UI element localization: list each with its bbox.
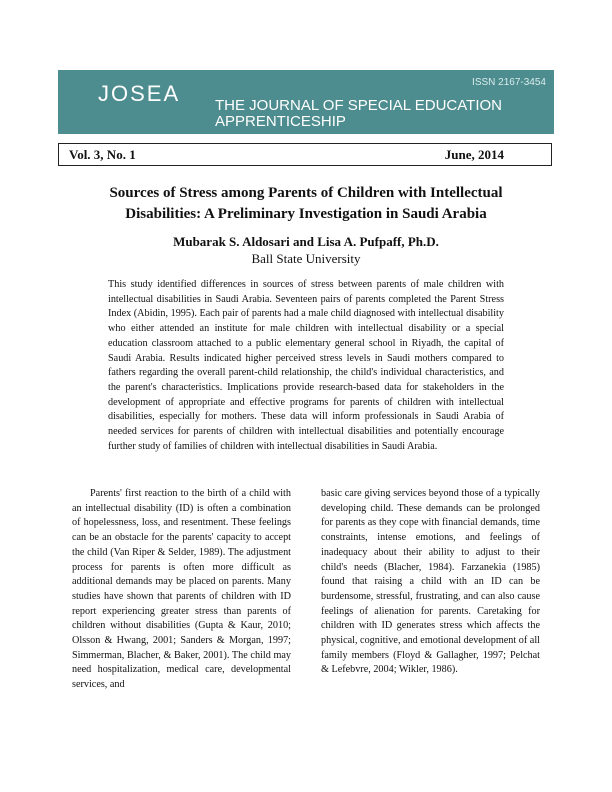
- issue-info-box: [58, 143, 552, 166]
- body-column-left: Parents' first reaction to the birth of a child with an intellectual disability (ID) is often a combination of hopelessness, loss, and resentment. These feelings can be an obstacle for the parents' capacity to accept the child (Van Riper & Selder, 1989). The adjustment process for parents is often more difficult as additional demands may be placed on parents. Many studies have shown that parents of children with ID report experiencing greater stress than parents of children without disabilities (Gupta & Kaur, 2010; Olsson & Hwang, 2001; Sanders & Morgan, 1997; Simmerman, Blacher, & Baker, 2001). The child may need hospitalization, medical care, developmental services, and: [72, 488, 291, 691]
- article-title-line-1: Sources of Stress among Parents of Children with Intellectual: [109, 185, 503, 201]
- body-column-right: basic care giving services beyond those of a typically developing child. These demands can be prolonged for parents as they cope with financial demands, time constraints, intense emotions, and feelings of inadequacy about their ability to adjust to their child's needs (Blacher, 1984). Farzanekia (1985) found that raising a child with an ID can be burdensome, stressful, frustrating, and can also cause feelings of alienation for parents. Caretaking for children with ID generates stress which affects the physical, cognitive, and emotional development of all family members (Floyd & Gallagher, 1997; Pelchat & Lefebvre, 2004; Wikler, 1986).: [321, 488, 540, 676]
- issn-number: ISSN 2167-3454: [472, 77, 546, 88]
- volume-number: Vol. 3, No. 1: [69, 147, 136, 162]
- journal-title: [215, 98, 502, 130]
- abstract: This study identified differences in sources of stress between parents of male children with intellectual disabilities in Saudi Arabia. Seventeen pairs of parents completed the Parent Stress Index (Abidin, 1995). Each pair of parents had a male child diagnosed with intellectual disability who either attended an institute for male children with intellectual disability or a special education classroom attached to a public elementary general school in Riyadh, the capital of Saudi Arabia. Results indicated higher perceived stress levels in Saudi mothers compared to fathers regarding the overall parent-child relationship, the child's individual characteristics, and the parent's characteristics. Implications provide research-based data for stakeholders in the development of appropriate and effective programs for parents of children with intellectual disabilities, especially for mothers. These data will inform professionals in Saudi Arabia of needed services for parents of children with intellectual disabilities and potentially encourage further study of families of children with intellectual disabilities in Saudi Arabia.: [108, 279, 504, 452]
- journal-logo: JOSEA: [98, 81, 181, 106]
- issue-date: June, 2014: [444, 147, 504, 162]
- article-title-line-2: Disabilities: A Preliminary Investigation in Saudi Arabia: [125, 206, 487, 222]
- journal-title-line-1: THE JOURNAL OF SPECIAL EDUCATION: [215, 97, 502, 114]
- journal-title-line-2: APPRENTICESHIP: [215, 113, 346, 130]
- journal-banner: [58, 70, 554, 134]
- article-title: [60, 183, 552, 225]
- author-affiliation: Ball State University: [251, 251, 361, 266]
- article-authors: Mubarak S. Aldosari and Lisa A. Pufpaff, Ph.D.: [173, 234, 439, 249]
